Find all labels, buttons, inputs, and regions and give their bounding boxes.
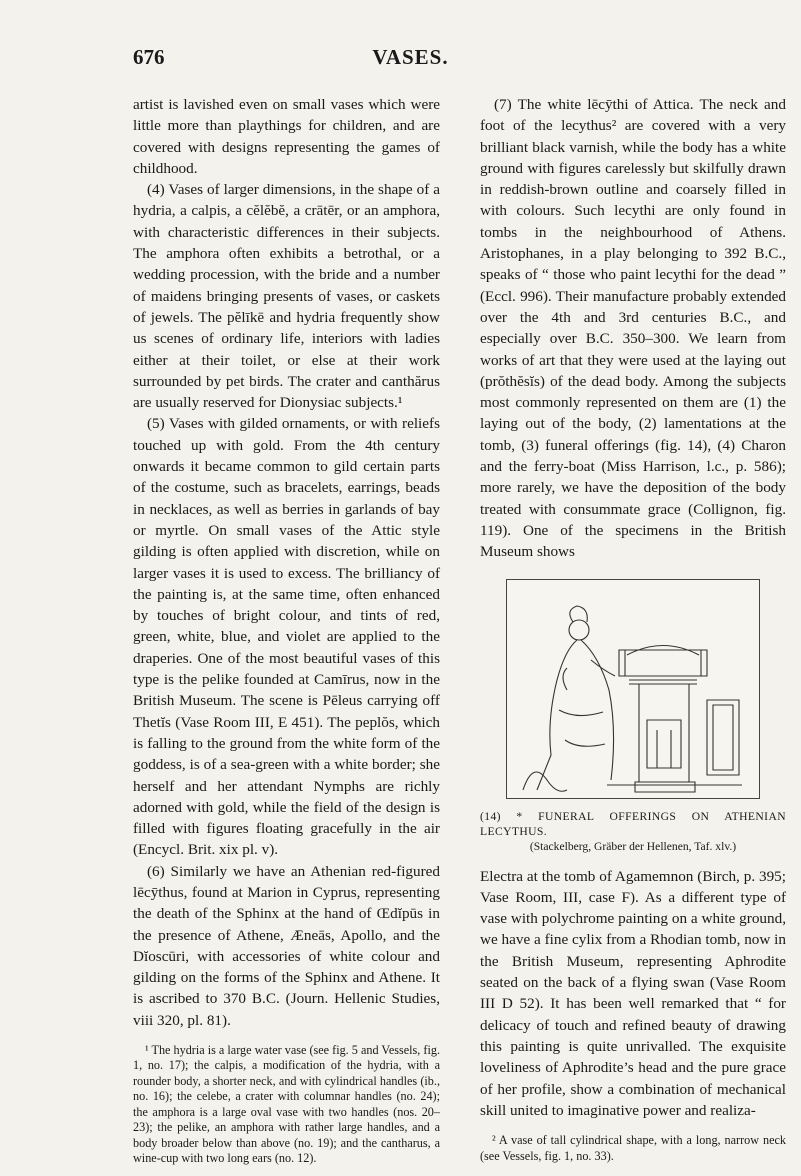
page-number: 676 xyxy=(133,45,165,69)
footnote-1 xyxy=(133,1043,440,1166)
right-column xyxy=(480,94,786,1164)
running-head: VASES. xyxy=(372,45,449,69)
paragraph: (5) Vases with gilded ornaments, or with reliefs touched up with gold. From the 4th century onwards it became common to gild certain parts of the costume, such as bracelets, earrings, beads in necklaces, as well as berries in garlands of bay or myrtle. On small vases of the Attic style gilding is often applied with discretion, while on larger vases it is used to excess. The brilliancy of the painting is, at the same time, often enhanced by touches of bright colour, and tints of red, green, white, blue, and violet are applied to the draperies. One of the most beautiful vases of this type is the pelike founded at Camīrus, now in the British Museum. The scene is Pēleus carrying off Thetĭs (Vase Room III, E 451). The peplŏs, which is falling to the ground from the white form of the goddess, is of a sea-green with a white border; she herself and her attendant Nymphs are richly adorned with gold, while the field of the design is filled with figures floating gracefully in the air (Encycl. Brit. xix pl. v). xyxy=(133,415,440,859)
footnote-2 xyxy=(480,1133,786,1164)
paragraph: (7) The white lēcȳthi of Attica. The neck and foot of the lecythus² are covered with a very brilliant black varnish, while the body has a white ground with figures carelessly but skilfully drawn in reddish-brown outline and coarsely filled in with colours. Such lecythi are only found in tombs in the neighbourhood of Athens. Aristophanes, in a play belonging to 392 B.C., speaks of “ those who paint lecythi for the dead ” (Eccl. 996). Their manufacture probably extended over the 4th and 3rd centuries B.C., and especially over B.C. 350–300. We learn from works of art that they were used at the laying out (prŏthĕsĭs) of the dead body. Among the subjects most commonly represented on them are (1) the laying out of the body, (2) lamentations at the tomb, (3) funeral offerings (fig. 14), (4) Charon and the ferry-boat (Miss Harrison, l.c., p. 586); more rarely, we have the deposition of the body treated with consummate grace (Collignon, fig. 119). One of the specimens in the British Museum shows xyxy=(480,96,786,561)
paragraph: Electra at the tomb of Agamemnon (Birch, p. 395; Vase Room, III, case F). As a different type of vase with polychrome painting on a white ground, we have a fine cylix from a Rhodian tomb, now in the British Museum, representing Aphrodite seated on the back of a flying swan (Vase Room III D 52). It has been well remarked that “ for delicacy of touch and refined beauty of drawing this painting is quite unrivalled. The exquisite loveliness of Aphrodite’s head and the pure grace of her profile, show a combination of mechanical skill united to imaginative power and realiza- xyxy=(480,867,786,1119)
paragraph: (6) Similarly we have an Athenian red-figured lēcȳthus, found at Marion in Cyprus, representing the death of the Sphinx at the hand of Œdĭpūs in the presence of Athene, Æneās, Apollo, and the Dĭoscūri, with accessories of white colour and gilding on the forms of the Sphinx and Athene. It is ascribed to 370 B.C. (Journ. Hellenic Studies, viii 320, pl. 81). xyxy=(133,862,440,1029)
figure xyxy=(480,579,786,799)
paragraph: artist is lavished even on small vases which were little more than playthings for children, and are covered with designs representing the games of childhood. xyxy=(133,96,440,177)
footnote-text: ¹ The hydria is a large water vase (see fig. 5 and Vessels, fig. 1, no. 17); the calpis, a modification of the hydria, with a rounder body, a shorter neck, and with cylindrical handles (ib., no. 16); the celebe, a crater with columnar handles (no. 24); the amphora is a large oval vase with two handles (nos. 20–23); the pelike, an amphora with rather large handles, and a body broader below than above (no. 19); and the cantharus, a wine-cup with two long ears (no. 12). xyxy=(133,1043,440,1165)
lecythus-drawing xyxy=(507,580,759,798)
caption-title: (14) * FUNERAL OFFERINGS ON ATHENIAN LECYTHUS. xyxy=(480,809,786,838)
footnote-text: ² A vase of tall cylindrical shape, with a long, narrow neck (see Vessels, fig. 1, no. 33). xyxy=(480,1133,786,1163)
left-column xyxy=(133,94,440,1166)
lecythus-illustration xyxy=(506,579,760,799)
figure-caption xyxy=(480,809,786,854)
caption-source: (Stackelberg, Gräber der Hellenen, Taf. xlv.) xyxy=(529,839,737,853)
paragraph: (4) Vases of larger dimensions, in the shape of a hydria, a calpis, a cĕlĕbĕ, a crātēr, or an amphora, with characteristic differences in their subjects. The amphora often exhibits a betrothal, or a wedding procession, with the bride and a number of maidens bringing presents of vases, or caskets of jewels. The pĕlīkē and hydria frequently show us scenes of ordinary life, interiors with ladies either at their toilet, or else at their work surrounded by pet birds. The crater and canthărus are usually reserved for Dionysiac subjects.¹ xyxy=(133,181,440,412)
